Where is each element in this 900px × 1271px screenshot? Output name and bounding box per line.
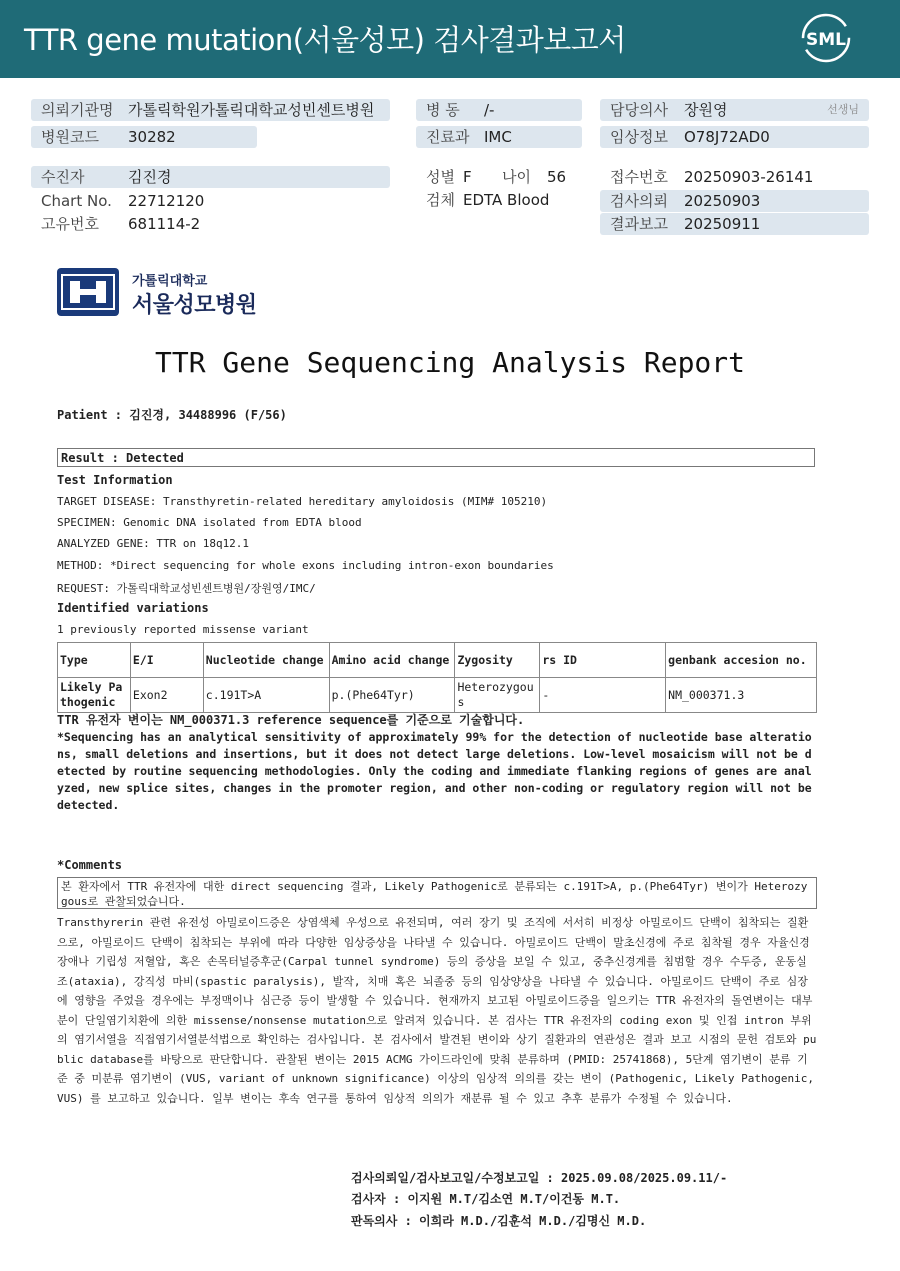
header-label: Chart No. — [41, 192, 112, 210]
table-cell: p.(Phe64Tyr) — [329, 678, 455, 713]
variant-summary: 1 previously reported missense variant — [57, 623, 309, 636]
header-value: 56 — [547, 168, 567, 186]
identified-heading: Identified variations — [57, 601, 209, 615]
hospital-name-big: 서울성모병원 — [132, 293, 257, 318]
header-row-chart-no — [31, 190, 390, 212]
signature-dates: 검사의뢰일/검사보고일/수정보고일 : 2025.09.08/2025.09.11/- — [351, 1171, 728, 1185]
header-label: 검사의뢰 — [610, 192, 668, 210]
table-header-cell: Type — [58, 643, 131, 678]
result-box: Result : Detected — [57, 448, 815, 467]
header-label: 검체 — [426, 191, 455, 209]
patient-line: Patient : 김진경, 34488996 (F/56) — [57, 408, 287, 422]
header-label: 수진자 — [41, 168, 85, 186]
test-info-heading: Test Information — [57, 473, 173, 487]
target-disease: TARGET DISEASE: Transthyretin-related hereditary amyloidosis (MIM# 105210) — [57, 495, 548, 508]
header-label: 의뢰기관명 — [41, 101, 114, 119]
table-header-cell: rs ID — [540, 643, 666, 678]
header-value: EDTA Blood — [463, 191, 550, 209]
header-value: 가톨릭학원가톨릭대학교성빈센트병원 — [128, 101, 375, 119]
header-row-requesting-institution — [31, 99, 390, 121]
method-line: METHOD: *Direct sequencing for whole exons including intron-exon boundaries — [57, 559, 554, 572]
table-cell: NM_000371.3 — [666, 678, 817, 713]
table-cell: - — [540, 678, 666, 713]
comments-heading: *Comments — [57, 858, 123, 872]
header-value: 20250903 — [684, 192, 761, 210]
table-cell: Likely Pathogenic — [58, 678, 131, 713]
signature-technologists: 검사자 : 이지원 M.T/김소연 M.T/이건동 M.T. — [351, 1192, 621, 1206]
hospital-emblem — [56, 267, 120, 317]
header-label: 고유번호 — [41, 215, 99, 233]
header-label: 담당의사 — [610, 101, 668, 119]
header-value: 22712120 — [128, 192, 205, 210]
header-label: 임상정보 — [610, 128, 668, 146]
header-row-physician — [600, 99, 869, 121]
header-value: 681114-2 — [128, 215, 201, 233]
report-banner-title: TTR gene mutation(서울성모) 검사결과보고서 — [24, 23, 626, 57]
table-header-cell: Nucleotide change — [203, 643, 329, 678]
sensitivity-note: *Sequencing has an analytical sensitivity of approximately 99% for the detection of nucleotide base alterations, small deletions and insertions, but it does not detect large deletions. Low-level mosaicism will not be detected by routine sequencing methodologies. Only the coding and immediate flanking regions of genes are analyzed, new splice sites, changes in the promoter region, and other non-coding or regulatory region will not be detected. — [57, 730, 812, 812]
variant-table — [57, 642, 817, 713]
analyzed-gene: ANALYZED GENE: TTR on 18q12.1 — [57, 537, 250, 550]
header-row-ward — [416, 99, 582, 121]
header-row-unique-id — [31, 213, 390, 235]
table-header-row — [58, 643, 817, 678]
specimen-line: SPECIMEN: Genomic DNA isolated from EDTA blood — [57, 516, 362, 529]
header-row-receipt-no — [600, 166, 869, 188]
table-header-cell: Zygosity — [455, 643, 540, 678]
header-value: 김진경 — [128, 168, 172, 186]
report-banner — [0, 0, 900, 78]
header-label: 접수번호 — [610, 168, 668, 186]
header-value: IMC — [484, 128, 512, 146]
table-header-cell: Amino acid change — [329, 643, 455, 678]
comments-summary-box: 본 환자에서 TTR 유전자에 대한 direct sequencing 결과, Likely Pathogenic로 분류되는 c.191T>A, p.(Phe64Tyr) 변이가 Heterozygous로 관찰되었습니다. — [57, 877, 817, 909]
header-row-specimen — [416, 189, 582, 211]
signature-pathologists: 판독의사 : 이희라 M.D./김훈석 M.D./김명신 M.D. — [351, 1214, 647, 1228]
header-label: 병원코드 — [41, 128, 99, 146]
header-label: 성별 — [426, 168, 455, 186]
header-row-report-date — [600, 213, 869, 235]
hospital-name-small: 가톨릭대학교 — [132, 274, 208, 289]
header-row-patient-name — [31, 166, 390, 188]
header-value: 20250903-26141 — [684, 168, 814, 186]
header-value: /- — [484, 101, 495, 119]
header-label: 결과보고 — [610, 215, 668, 233]
header-value: F — [463, 168, 472, 186]
header-value: 장원영 — [684, 101, 728, 119]
comments-body: Transthyrerin 관련 유전성 아밀로이드증은 상염색체 우성으로 유전되며, 여러 장기 및 조직에 서서히 비정상 아밀로이드 단백이 침착되는 질환으로, 아밀로이드 단백이 침착되는 부위에 따라 다양한 임상증상을 나타낼 수 있습니다. 아밀로이드 단백이 말초신경에 주로 침착될 경우 자율신경장애나 기립성 저혈압, 혹은 손목터널증후군(Carpal tunnel syndrome) 등의 증상을 보일 수 있고, 중추신경계를 침범할 경우 수두증, 운동실조(ataxia), 강직성 마비(spastic paralysis), 발작, 치매 혹은 뇌졸중 등의 임상양상을 나타낼 수 있습니다. 아밀로이드 단백이 주로 심장에 영향을 주었을 경우에는 부정맥이나 심근증 등이 발생할 수 있습니다. 현재까지 보고된 아밀로이드증을 일으키는 TTR 유전자의 돌연변이는 대부분이 단일염기치환에 의한 missense/nonsense mutation으로 알려져 있습니다. 본 검사는 TTR 유전자의 coding exon 및 인접 intron 부위의 염기서열을 직접염기서열분석법으로 확인하는 검사입니다. 본 검사에서 발견된 변이와 상기 질환과의 연관성은 결과 보고 시점의 문헌 검토와 public database를 바탕으로 판단합니다. 관찰된 변이는 2015 ACMG 가이드라인에 맞춰 분류하며 (PMID: 25741868), 5단계 염기변이 분류 기준 중 미분류 염기변이 (VUS, variant of unknown significance) 이상의 임상적 의의를 갖는 변이 (Pathogenic, Likely Pathogenic, VUS) 를 보고하고 있습니다. 일부 변이는 후속 연구를 통하여 임상적 의의가 재분류 될 수 있고 추후 분류가 수정될 수 있습니다. — [57, 916, 817, 1105]
table-header-cell: genbank accesion no. — [666, 643, 817, 678]
header-row-hospital-code — [31, 126, 257, 148]
header-value: 20250911 — [684, 215, 761, 233]
header-row-sex-age — [416, 166, 582, 188]
header-label: 병 동 — [426, 101, 460, 119]
header-row-department — [416, 126, 582, 148]
request-line: REQUEST: 가톨릭대학교성빈센트병원/장원영/IMC/ — [57, 582, 316, 595]
header-label: 나이 — [502, 168, 531, 186]
header-honorific: 선생님 — [827, 103, 859, 116]
sml-logo-text: SML — [806, 30, 846, 50]
header-row-request-date — [600, 190, 869, 212]
header-value: O78J72AD0 — [684, 128, 770, 146]
table-header-cell: E/I — [130, 643, 203, 678]
table-cell: Heterozygous — [455, 678, 540, 713]
report-title: TTR Gene Sequencing Analysis Report — [154, 346, 745, 379]
header-label: 진료과 — [426, 128, 470, 146]
header-value: 30282 — [128, 128, 176, 146]
table-cell: Exon2 — [130, 678, 203, 713]
sml-logo — [800, 12, 852, 64]
reference-note: TTR 유전자 변이는 NM_000371.3 reference sequence를 기준으로 기술합니다. — [57, 713, 525, 727]
table-cell: c.191T>A — [203, 678, 329, 713]
table-row — [58, 678, 817, 713]
header-row-clinical-info — [600, 126, 869, 148]
